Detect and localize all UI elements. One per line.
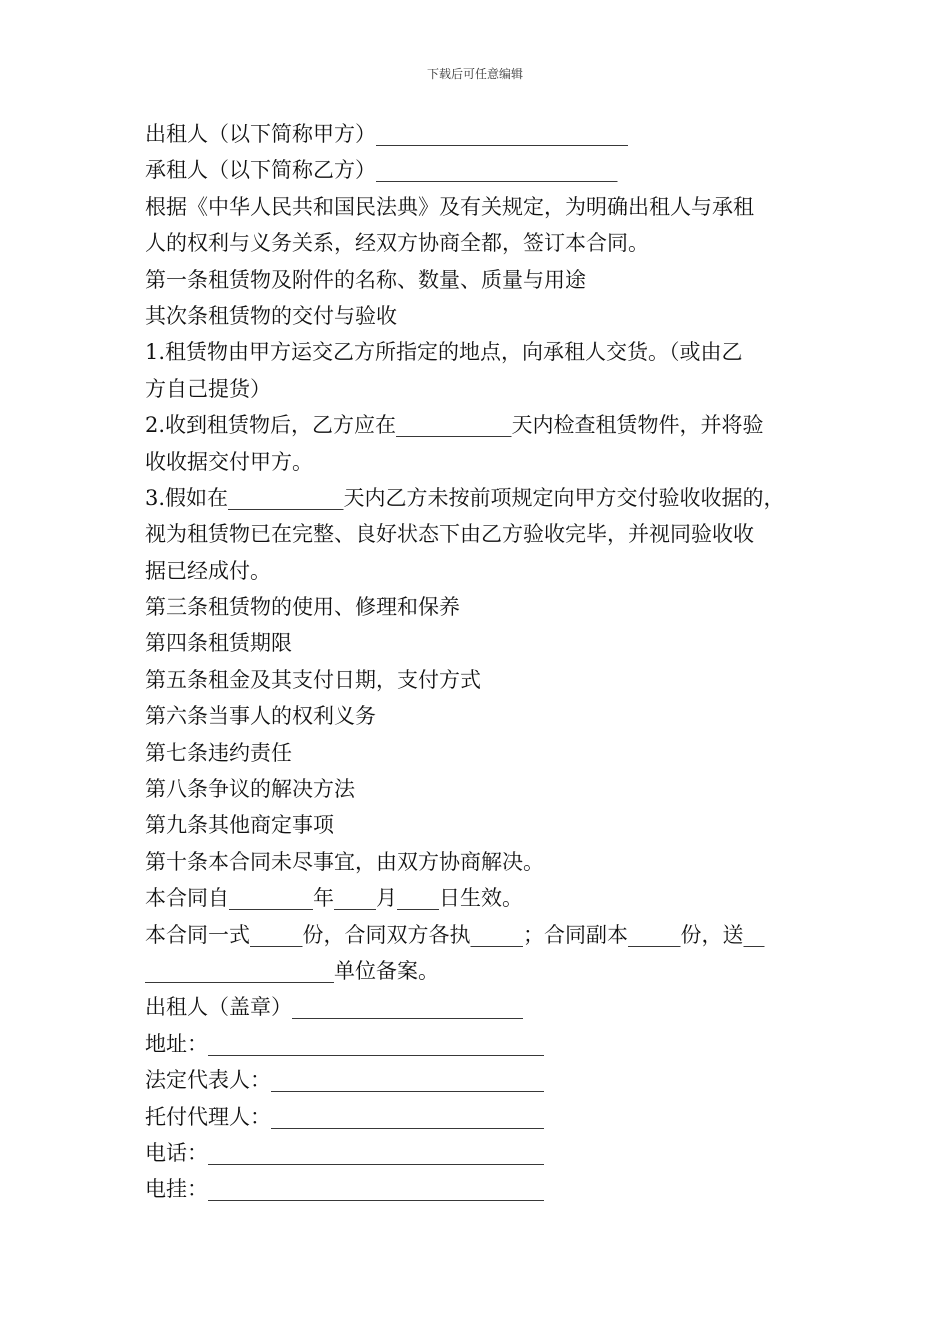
page-header: 下载后可任意编辑 <box>426 67 523 81</box>
article-8: 第八条争议的解决方法 <box>145 777 355 802</box>
article-7: 第七条违约责任 <box>145 740 292 765</box>
address-line: 地址：________________________________ <box>145 1031 544 1056</box>
lessor-line: 出租人（以下简称甲方）________________________ <box>145 122 628 146</box>
copies-line-1: 本合同一式_____份，合同双方各执_____；合同副本_____份，送__ <box>145 922 765 947</box>
article-10: 第十条本合同未尽事宜，由双方协商解决。 <box>145 849 544 874</box>
article-1: 第一条租赁物及附件的名称、数量、质量与用途 <box>145 267 586 292</box>
article-5: 第五条租金及其支付日期，支付方式 <box>145 667 481 692</box>
clause-1-line-1: 1.租赁物由甲方运交乙方所指定的地点，向承租人交货。（或由乙 <box>145 340 743 365</box>
clause-2-line-2: 收收据交付甲方。 <box>145 449 313 474</box>
lessee-line: 承租人（以下简称乙方）_______________________ <box>145 158 618 183</box>
clause-3-line-3: 据已经成付。 <box>145 558 271 583</box>
clause-3-line-1: 3.假如在___________天内乙方未按前项规定向甲方交付验收收据的， <box>145 485 785 510</box>
preamble-line-1: 根据《中华人民共和国民法典》及有关规定，为明确出租人与承租 <box>145 194 754 219</box>
lessor-seal-line: 出租人（盖章）______________________ <box>145 995 523 1020</box>
article-6: 第六条当事人的权利义务 <box>145 704 376 729</box>
document-body <box>145 116 825 1208</box>
clause-2-line-1: 2.收到租赁物后，乙方应在___________天内检查租赁物件，并将验 <box>145 413 764 438</box>
telegram-line: 电挂：________________________________ <box>145 1177 544 1202</box>
agent-line: 托付代理人：__________________________ <box>145 1104 544 1129</box>
clause-1-line-2: 方自己提货） <box>145 376 271 401</box>
article-4: 第四条租赁期限 <box>145 631 292 656</box>
effective-date-line: 本合同自________年____月____日生效。 <box>145 886 523 911</box>
article-3: 第三条租赁物的使用、修理和保养 <box>145 595 460 620</box>
copies-line-2: __________________单位备案。 <box>145 958 439 983</box>
preamble-line-2: 人的权利与义务关系，经双方协商全都，签订本合同。 <box>145 231 649 256</box>
clause-3-line-2: 视为租赁物已在完整、良好状态下由乙方验收完毕，并视同验收收 <box>145 522 754 547</box>
article-9: 第九条其他商定事项 <box>145 813 334 838</box>
article-2: 其次条租赁物的交付与验收 <box>145 303 397 328</box>
legal-rep-line: 法定代表人：__________________________ <box>145 1068 544 1093</box>
phone-line: 电话：________________________________ <box>145 1140 544 1165</box>
